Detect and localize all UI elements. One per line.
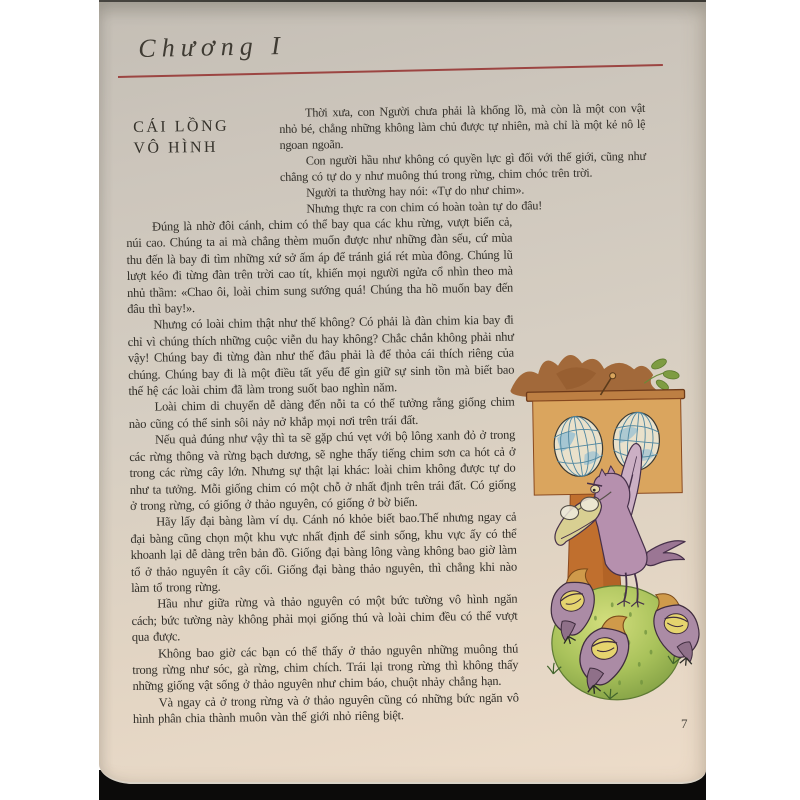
intro-paragraph: Nhưng thực ra con chim có hoàn toàn tự do đâu! — [306, 198, 543, 216]
body-paragraph: Hãy lấy đại bàng làm ví dụ. Cánh nó khỏe biết bao.Thế nhưng ngay cả đại bàng cũng chọn một khu vực nhất định để sinh sống, khu vực ấy có thể khoanh lại dễ dàng trên bản đồ. Giống đại bàng lông vàng không bao giờ làm tổ ở thảo nguyên ít cây cối. Giống đại bàng thảo nguyên, thì chẳng khi nào làm tổ trong rừng. — [130, 509, 517, 595]
intro-text-block — [279, 100, 647, 217]
section-title-line-2: VÔ HÌNH — [133, 138, 219, 157]
book-photo-frame — [99, 0, 706, 800]
body-paragraph: Không bao giờ các bạn có thể thấy ở thảo nguyên những muông thú trong rừng như sóc, gà rừng, chim chích. Trái lại trong rừng thì không thấy những giống vật sống ở thảo nguyên như chim báo, chuột nhảy chẳng hạn. — [132, 641, 519, 694]
section-title-line-1: CÁI LỒNG — [133, 117, 230, 136]
body-paragraph: Đúng là nhờ đôi cánh, chim có thể bay qua các khu rừng, vượt biển cả, núi cao. Chúng ta ai mà chẳng thèm muốn được như những đàn sếu, cứ mùa thu đến là bay đi tìm những xứ sở ấm áp để tránh giá rét mùa đông. Chúng lũ lượt kéo đi từng đàn trên trời cao tít, khiến mọi người ngửa cổ nhìn theo mà nhủ thầm: «Chao ôi, loài chim sung sướng quá! Chúng tha hồ muốn bay đến đâu thì bay!». — [126, 214, 514, 317]
intro-paragraph: Con người hầu như không có quyền lực gì đối với thế giới, cũng như chẳng có tự do y như muông thú trong rừng, chim chóc trên trời. — [279, 148, 646, 184]
section-title — [133, 116, 230, 159]
body-paragraph: Nhưng có loài chim thật như thế không? Có phải là đàn chim kia bay đi chỉ vì chúng thích những cuộc viễn du hay không? Chắc chắn không phải như vậy! Chúng bay đi từng đàn như thế đâu phải là để thỏa cái thích riêng của chúng. Chúng bay đi là một điều tất yếu để gìn giữ sự sinh tồn mà biết bao thế hệ các loài chim đã làm trong suốt bao nghìn năm. — [127, 313, 515, 399]
intro-paragraph: Người ta thường hay nói: «Tự do như chim». — [306, 182, 525, 200]
chapter-heading: Chương I — [138, 30, 287, 63]
body-paragraph: Hầu như giữa rừng và thảo nguyên có một bức tường vô hình ngăn cách; bức tường này không phải mọi giống thú và loài chim đều có thể vượt qua được. — [131, 591, 518, 645]
body-paragraph: Và ngay cả ở trong rừng và ở thảo nguyên cũng có những bức ngăn vô hình phân chia thành muôn vàn thế giới nhỏ riêng biệt. — [132, 690, 519, 727]
body-paragraph: Nếu quả đúng như vậy thì ta sẽ gặp chú vẹt với bộ lông xanh đỏ ở trong các rừng thông và rừng bạch dương, sẽ nghe thấy tiếng chim sơn ca hót cả ở trong các rừng cây lớn. Nhưng sự thật lại khác: loài chim không được tự do như ta tưởng. Mỗi giống chim có một chỗ ở nhất định trên trái đất. Có giống ở trong rừng, có giống ở thảo nguyên, có giống ở bờ biển. — [129, 427, 516, 513]
body-text-block — [126, 214, 519, 728]
body-paragraph: Loài chim di chuyển dễ dàng đến nỗi ta có thể tưởng rằng giống chim nào cũng có thể sinh sôi nảy nở khắp mọi nơi trên trái đất. — [128, 395, 515, 431]
intro-paragraph: Thời xưa, con Người chưa phải là khổng lồ, mà còn là một con vật nhỏ bé, chẳng những không làm chủ được tự nhiên, mà chỉ là một kẻ nô lệ ngoan ngoãn. — [279, 100, 646, 152]
bird-lecture-illustration — [496, 341, 706, 731]
page-number: 7 — [681, 716, 688, 731]
